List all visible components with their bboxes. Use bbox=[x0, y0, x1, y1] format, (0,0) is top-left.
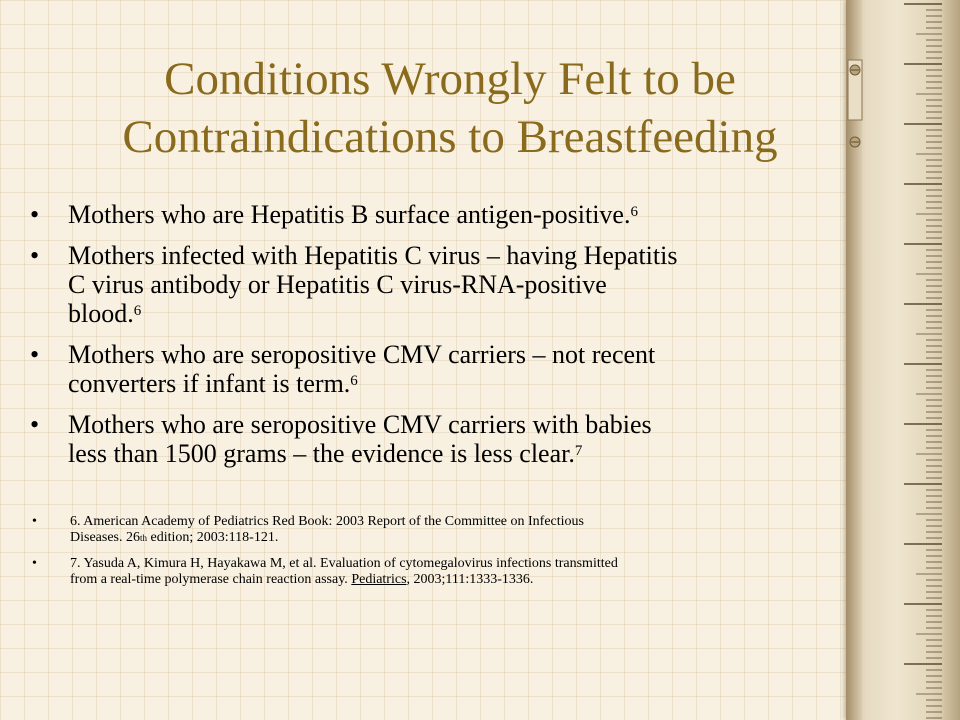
slide-title bbox=[60, 50, 840, 166]
footnote-ref: 6 bbox=[350, 373, 358, 389]
reference-item bbox=[30, 514, 830, 546]
journal-name: Pediatrics bbox=[351, 572, 407, 587]
bullet-item bbox=[30, 340, 830, 398]
bullet-text: Mothers who are seropositive CMV carriers – not recent bbox=[68, 340, 656, 369]
title-line-1: Conditions Wrongly Felt to be bbox=[164, 53, 736, 105]
footnote-ref: 6 bbox=[630, 204, 638, 220]
bullet-text: Mothers who are seropositive CMV carriers with babies bbox=[68, 410, 652, 439]
bullet-item bbox=[30, 241, 830, 328]
reference-text: Diseases. 26 bbox=[70, 530, 140, 545]
reference-text: , 2003;111:1333-1336. bbox=[406, 572, 534, 587]
bullet-item bbox=[30, 200, 830, 229]
title-line-2: Contraindications to Breastfeeding bbox=[122, 111, 778, 163]
bullet-text: C virus antibody or Hepatitis C virus-RNA-positive bbox=[68, 270, 607, 299]
bullet-text: Mothers who are Hepatitis B surface antigen-positive. bbox=[68, 200, 631, 229]
bullet-text: Mothers infected with Hepatitis C virus – having Hepatitis bbox=[68, 241, 678, 270]
reference-list bbox=[30, 514, 830, 598]
ruler-decoration bbox=[846, 0, 960, 720]
reference-text: edition; 2003:118-121. bbox=[147, 530, 279, 545]
reference-superscript: th bbox=[140, 533, 148, 543]
footnote-ref: 7 bbox=[574, 443, 583, 459]
reference-text: 6. American Academy of Pediatrics Red Book: 2003 Report of the Committee on Infectious bbox=[70, 514, 585, 529]
bullet-list bbox=[30, 200, 830, 480]
reference-text: from a real-time polymerase chain reaction assay. bbox=[70, 572, 352, 587]
bullet-text: converters if infant is term. bbox=[68, 369, 351, 398]
ruler-ticks bbox=[846, 0, 960, 720]
reference-item bbox=[30, 556, 830, 588]
reference-text: 7. Yasuda A, Kimura H, Hayakawa M, et al. Evaluation of cytomegalovirus infections transmitted bbox=[70, 556, 618, 571]
bullet-item bbox=[30, 410, 830, 468]
footnote-ref: 6 bbox=[133, 303, 142, 319]
bullet-text: less than 1500 grams – the evidence is less clear. bbox=[68, 439, 575, 468]
bullet-text: blood. bbox=[68, 299, 134, 328]
